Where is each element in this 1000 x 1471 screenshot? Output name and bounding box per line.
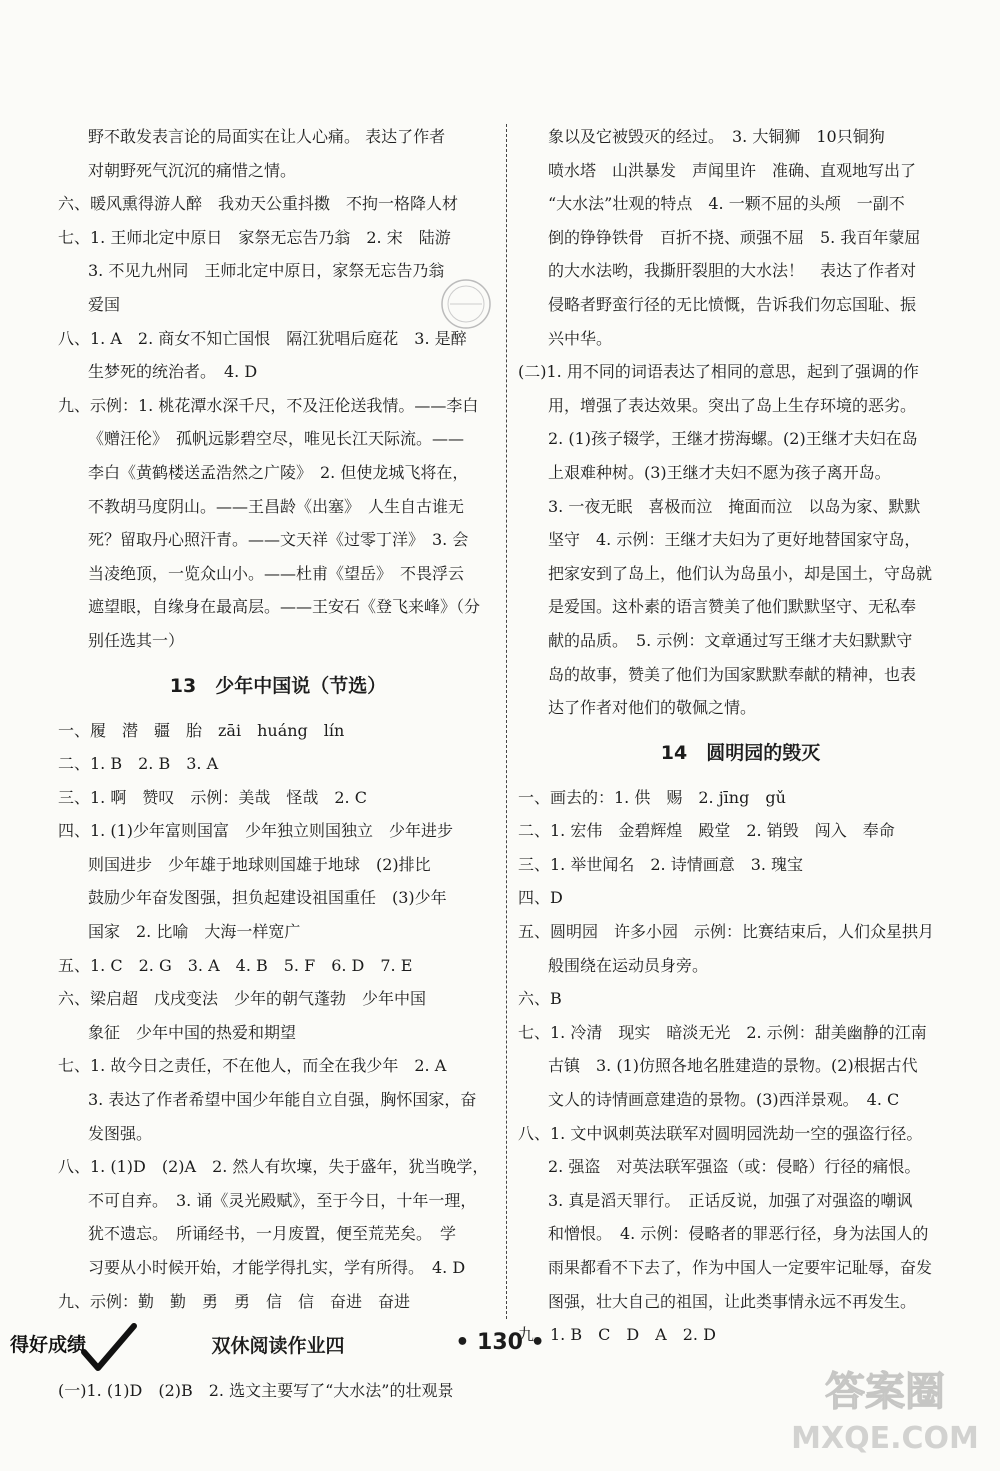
answer-line: 六、暖风熏得游人醉 我劝天公重抖擞 不拘一格降人材 [58,194,459,214]
answer-line: 九、示例：勤 勤 勇 勇 信 信 奋进 奋进 [58,1291,411,1311]
answer-line: 二、1. B 2. B 3. A [58,754,219,774]
answer-line: 3. 表达了作者希望中国少年能自立自强，胸怀国家，奋 [88,1090,477,1110]
answer-line: (二)1. 用不同的词语表达了相同的意思，起到了强调的作 [518,362,919,382]
answer-line: 坚守 4. 示例：王继才夫妇为了更好地替国家守岛， [548,530,921,550]
answer-line: 八、1. (1)D (2)A 2. 然人有坎壈，失于盛年，犹当晚学， [58,1157,489,1177]
left-column [58,120,498,1408]
page-number: • 130 • [455,1330,545,1355]
answer-line: 3. 真是滔天罪行。 正话反说，加强了对强盗的嘲讽 [548,1190,913,1210]
answer-line: 生梦死的统治者。 4. D [88,362,258,382]
answer-line: 不可自弃。 3. 诵《灵光殿赋》，至于今日，十年一理， [88,1190,477,1210]
answer-line: 遮望眼，自缘身在最高层。——王安石《登飞来峰》（分 [88,597,481,617]
answer-line: 四、1. (1)少年富则国富 少年独立则国独立 少年进步 [58,821,454,841]
answer-line: 六、B [518,989,562,1009]
answer-line: 爱国 [88,294,121,314]
answer-line: 喷水塔 山洪暴发 声闻里许 准确、直观地写出了 [548,160,917,180]
answer-line: 侵略者野蛮行径的无比愤慨，告诉我们勿忘国耻、振 [548,294,917,314]
answer-line: 一、画去的：1. 供 赐 2. jīng gǔ [518,787,786,807]
answer-line: 六、梁启超 戊戌变法 少年的朝气蓬勃 少年中国 [58,989,427,1009]
answer-line: 七、1. 故今日之责任，不在他人，而全在我少年 2. A [58,1056,447,1076]
answer-line: 九、1. B C D A 2. D [518,1325,716,1345]
answer-line: 野不敢发表言论的局面实在让人心痛。 表达了作者 [88,127,446,146]
answer-line: 《赠汪伦》 孤帆远影碧空尽，唯见长江天际流。—— [88,429,465,449]
answer-line: “大水法”壮观的特点 4. 一颗不屈的头颅 一副不 [548,194,905,214]
answer-line: 二、1. 宏伟 金碧辉煌 殿堂 2. 销毁 闯入 奉命 [518,821,895,841]
right-column [518,120,963,1352]
checkmark-icon [78,1322,138,1374]
answer-line: 八、1. A 2. 商女不知亡国恨 隔江犹唱后庭花 3. 是醉 [58,328,467,348]
answer-line: 八、1. 文中讽刺英法联军对圆明园洗劫一空的强盗行径。 [518,1123,923,1143]
answer-line: 死？留取丹心照汗青。——文天祥《过零丁洋》 3. 会 [88,530,469,550]
answer-line: 九、示例：1. 桃花潭水深千尺，不及汪伦送我情。——李白 [58,395,479,415]
answer-line: 倒的铮铮铁骨 百折不挠、顽强不屈 5. 我百年蒙屈 [548,227,921,247]
answer-line: 般围绕在运动员身旁。 [548,955,709,975]
answer-line: 四、D [518,888,563,908]
answer-line: 则国进步 少年雄于地球则国雄于地球 (2)排比 [88,854,431,874]
answer-line: 雨果都看不下去了，作为中国人一定要牢记耻辱，奋发 [548,1258,933,1277]
stamp-seal-icon [436,274,496,334]
answer-line: 3. 不见九州同 王师北定中原日，家祭无忘告乃翁 [88,261,445,281]
answer-line: 3. 一夜无眠 喜极而泣 掩面而泣 以岛为家、默默 [548,496,921,516]
watermark-logo [780,1360,990,1460]
answer-line: 习要从小时候开始，才能学得扎实，学有所得。 4. D [88,1258,466,1277]
column-divider [506,124,507,1319]
answer-line: 犹不遗忘。 所诵经书，一月废置，便至荒芜矣。 学 [88,1224,457,1244]
answer-line: 达了作者对他们的敬佩之情。 [548,698,757,718]
answer-line: 别任选其一） [88,630,185,650]
answer-line: 把家安到了岛上，他们认为岛虽小，却是国土，守岛就 [548,563,933,583]
answer-line: 三、1. 啊 赞叹 示例：美哉 怪哉 2. C [58,787,367,807]
section-heading: 双休阅读作业四 [211,1335,345,1358]
answer-line: 2. 强盗 对英法联军强盗（或：侵略）行径的痛恨。 [548,1157,921,1177]
answer-line: 象征 少年中国的热爱和期望 [88,1022,297,1042]
answer-line: 2. (1)孩子辍学，王继才捞海螺。(2)王继才夫妇在岛 [548,429,918,449]
answer-line: 五、圆明园 许多小园 示例：比赛结束后，人们众星拱月 [518,922,935,942]
answer-line: 上艰难种树。(3)王继才夫妇不愿为孩子离开岛。 [548,462,891,482]
answer-line: 三、1. 举世闻名 2. 诗情画意 3. 瑰宝 [518,854,804,874]
brand-logo-text: 得好成绩 [10,1334,87,1356]
answer-line: 发图强。 [88,1123,153,1143]
section-heading: 14 圆明园的毁灭 [660,741,821,764]
answer-line: (一)1. (1)D (2)B 2. 选文主要写了“大水法”的壮观景 [58,1381,454,1401]
brand-logo [8,1322,140,1374]
answer-line: 岛的故事，赞美了他们为国家默默奉献的精神，也表 [548,664,917,684]
svg-text:答案圈: 答案圈 [825,1369,945,1415]
answer-line: 鼓励少年奋发图强，担负起建设祖国重任 (3)少年 [88,888,447,908]
answer-line: 七、1. 王师北定中原日 家祭无忘告乃翁 2. 宋 陆游 [58,227,451,247]
answer-line: 的大水法哟，我撕肝裂胆的大水法！ 表达了作者对 [548,261,917,281]
section-heading: 13 少年中国说（节选） [169,674,387,697]
answer-line: 图强，壮大自己的祖国，让此类事情永远不再发生。 [548,1291,917,1311]
answer-line: 一、履 潜 疆 胎 zāi huáng lín [58,720,345,740]
answer-line: 用，增强了表达效果。突出了岛上生存环境的恶劣。 [548,395,917,415]
answer-line: 国家 2. 比喻 大海一样宽广 [88,922,301,942]
answer-line: 古镇 3. (1)仿照各地名胜建造的景物。(2)根据古代 [548,1056,918,1076]
answer-line: 七、1. 冷清 现实 暗淡无光 2. 示例：甜美幽静的江南 [518,1022,927,1042]
answer-line: 五、1. C 2. G 3. A 4. B 5. F 6. D 7. E [58,955,413,975]
answer-line: 当凌绝顶，一览众山小。——杜甫《望岳》 不畏浮云 [88,563,465,583]
answer-line: 不教胡马度阴山。——王昌龄《出塞》 人生自古谁无 [88,496,465,516]
answer-line: 和憎恨。 4. 示例：侵略者的罪恶行径，身为法国人的 [548,1224,929,1244]
answer-line: 对朝野死气沉沉的痛惜之情。 [88,160,297,180]
answer-line: 象以及它被毁灭的经过。 3. 大铜狮 10只铜狗 [548,127,885,146]
svg-text:MXQE.COM: MXQE.COM [791,1421,979,1456]
answer-line: 是爱国。这朴素的语言赞美了他们默默坚守、无私奉 [548,597,917,617]
answer-line: 献的品质。 5. 示例：文章通过写王继才夫妇默默守 [548,630,913,650]
answer-line: 李白《黄鹤楼送孟浩然之广陵》 2. 但使龙城飞将在， [88,462,469,482]
answer-line: 兴中华。 [548,328,613,348]
answer-line: 文人的诗情画意建造的景物。(3)西洋景观。 4. C [548,1090,900,1110]
